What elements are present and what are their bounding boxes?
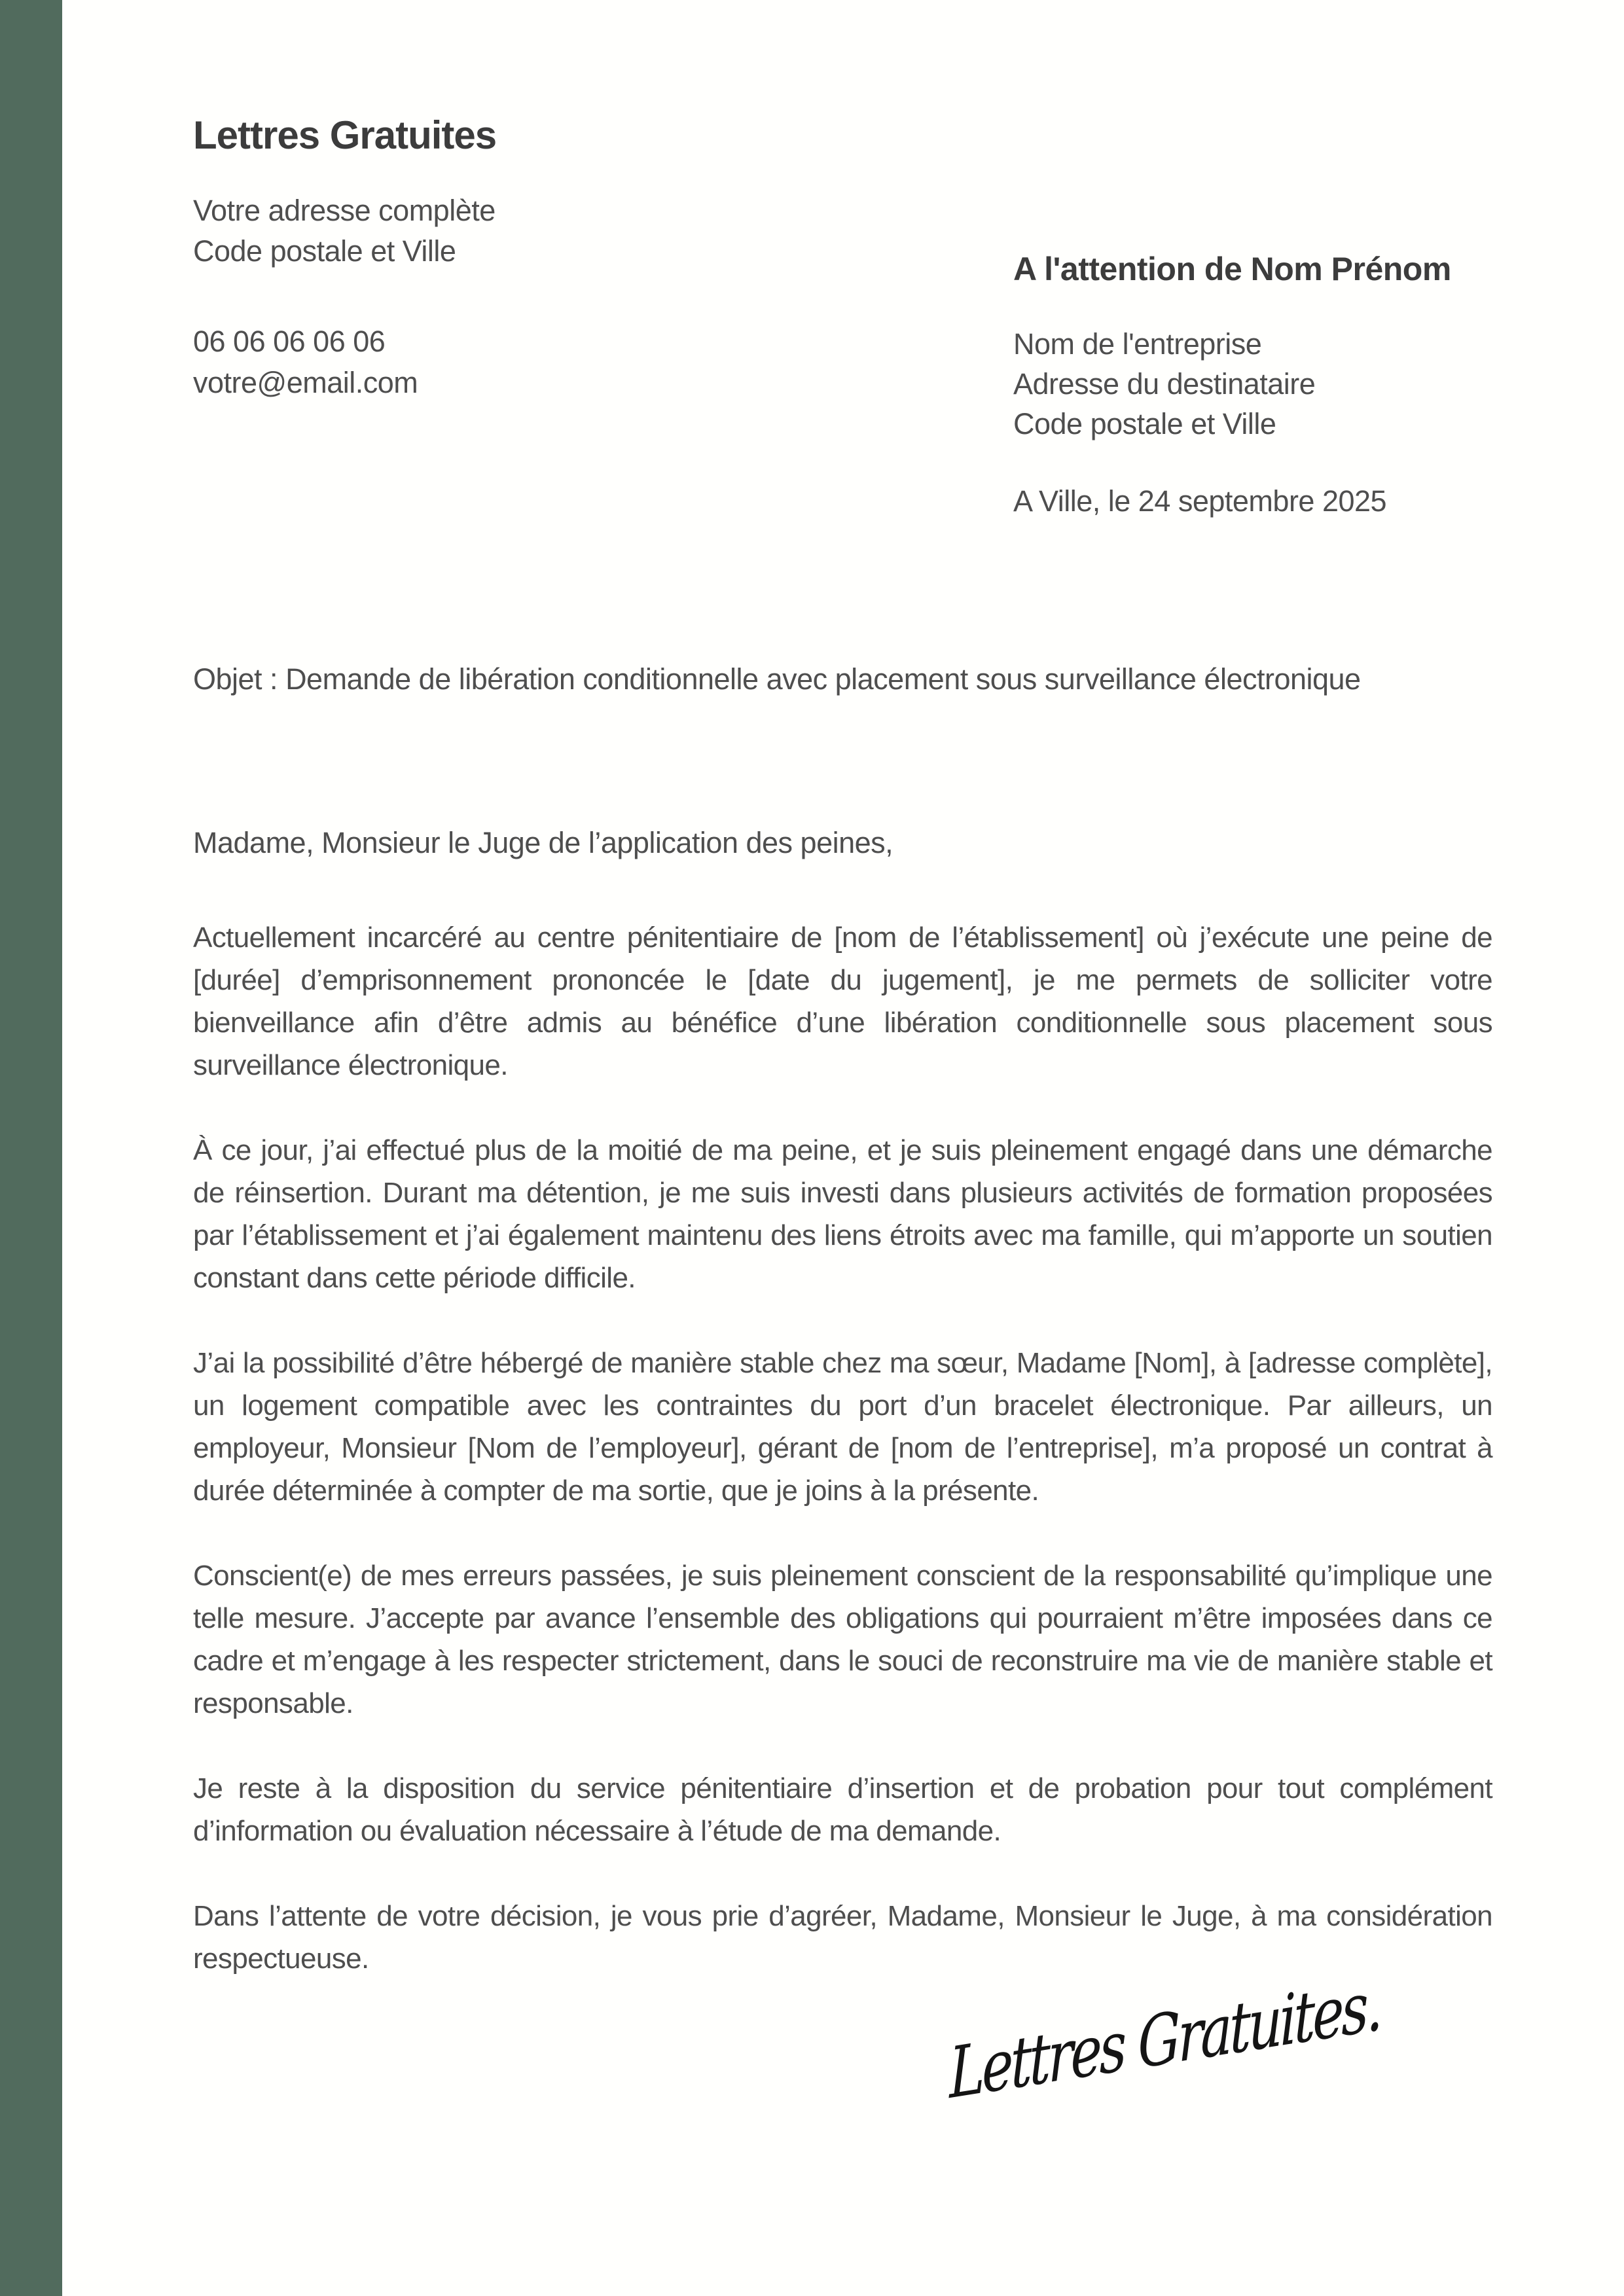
recipient-block — [1013, 250, 1451, 518]
sender-address — [193, 190, 496, 272]
body-paragraph: Conscient(e) de mes erreurs passées, je suis pleinement conscient de la responsabilité qu’implique une telle mesure. J’accepte par avance l’ensemble des obligations qui pourraient m’être imposées dans ce cadre et m’engage à les respecter strictement, dans le souci de reconstruire ma vie de manière stable et responsable. — [193, 1560, 1492, 1719]
sender-contact — [193, 321, 496, 403]
sender-phone: 06 06 06 06 06 — [193, 325, 386, 358]
sender-email: votre@email.com — [193, 366, 418, 399]
body-paragraph: Dans l’attente de votre décision, je vous prie d’agréer, Madame, Monsieur le Juge, à ma considération respectueuse. — [193, 1900, 1492, 1975]
sender-address-line1: Votre adresse complète — [193, 194, 496, 227]
recipient-address-line: Adresse du destinataire — [1013, 367, 1316, 401]
body-paragraph: À ce jour, j’ai effectué plus de la moitié de ma peine, et je suis pleinement engagé dans une démarche de réinsertion. Durant ma détention, je me suis investi dans plusieurs activités de formation proposées par l’établissement et j’ai également maintenu des liens étroits avec ma famille, qui m’apporte un soutien constant dans cette période difficile. — [193, 1134, 1492, 1294]
sender-name: Lettres Gratuites — [193, 113, 497, 157]
body-paragraph: Je reste à la disposition du service pénitentiaire d’insertion et de probation pour tout complément d’information ou évaluation nécessaire à l’étude de ma demande. — [193, 1772, 1492, 1847]
recipient-address — [1013, 324, 1451, 444]
date-line: A Ville, le 24 septembre 2025 — [1013, 484, 1387, 518]
letter-body — [193, 916, 1492, 2022]
body-paragraph: J’ai la possibilité d’être hébergé de manière stable chez ma sœur, Madame [Nom], à [adresse complète], un logement compatible avec les contraintes du port d’un bracelet électronique. Par ailleurs, un employeur, Monsieur [Nom de l’employeur], gérant de [nom de l’entreprise], m’a proposé un contrat à durée déterminée à compter de ma sortie, que je joins à la présente. — [193, 1347, 1492, 1507]
recipient-attention-line: A l'attention de Nom Prénom — [1013, 251, 1451, 287]
body-paragraph: Actuellement incarcéré au centre pénitentiaire de [nom de l’établissement] où j’exécute une peine de [durée] d’emprisonnement prononcée le [date du jugement], je me permets de solliciter votre bienveillance afin d’être admis au bénéfice d’une libération conditionnelle sous placement sous surveillance électronique. — [193, 922, 1492, 1081]
left-accent-bar — [0, 0, 62, 2296]
sender-address-line2: Code postale et Ville — [193, 234, 456, 268]
sender-block — [193, 113, 496, 403]
recipient-company: Nom de l'entreprise — [1013, 327, 1262, 361]
signature-script-text: Lettres Gratuites. — [948, 1965, 1381, 2115]
subject-line: Objet : Demande de libération conditionnelle avec placement sous surveillance électronique — [193, 662, 1361, 696]
signature — [948, 1965, 1407, 2115]
salutation: Madame, Monsieur le Juge de l’application des peines, — [193, 826, 893, 859]
recipient-city: Code postale et Ville — [1013, 407, 1276, 440]
